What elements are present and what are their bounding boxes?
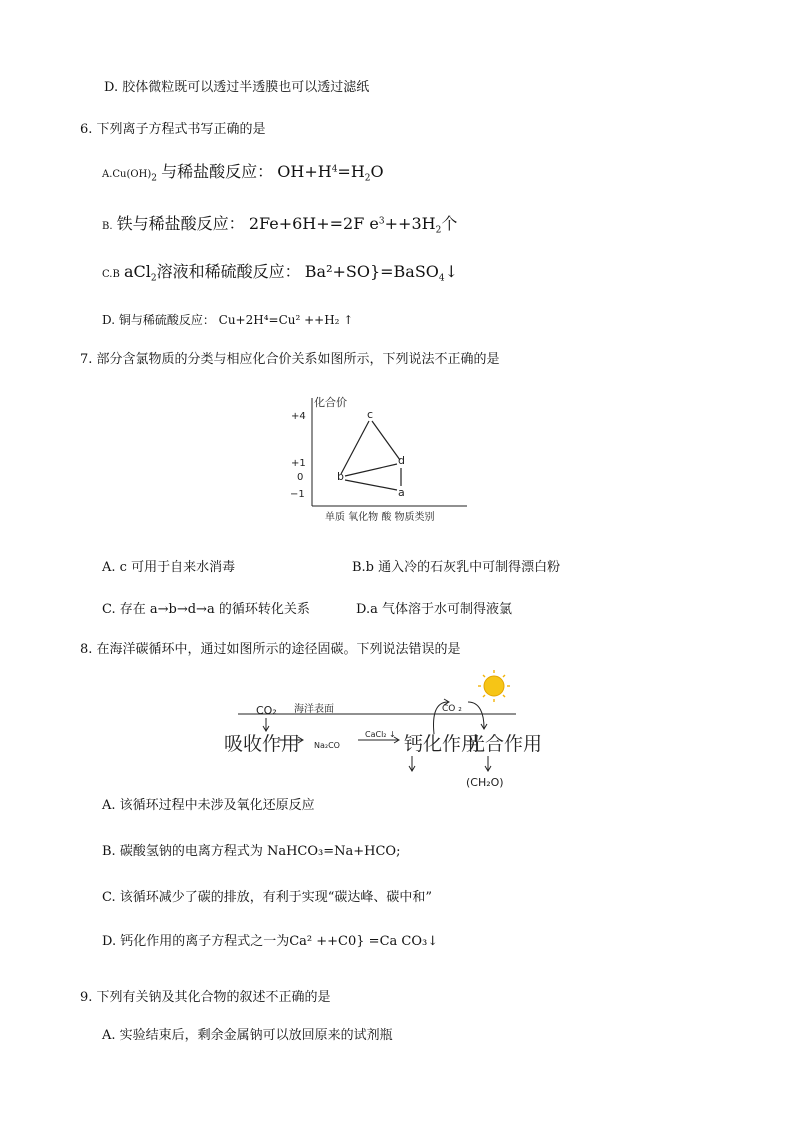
q6-option-c: [102, 262, 458, 283]
q7-option-a: A. c 可用于自来水消毒: [102, 560, 236, 575]
q7-option-c: C. 存在 a→b→d→a 的循环转化关系: [102, 602, 310, 617]
q6-a-sub2: 2: [364, 173, 371, 184]
q6-option-a: [102, 162, 384, 183]
q8-option-a: A. 该循环过程中未涉及氧化还原反应: [102, 798, 315, 813]
cacl2-label: CaCl₂ ↓: [365, 730, 396, 739]
q6-b-eq1: 2Fe+6H+=2F e: [248, 214, 379, 233]
q9-option-a: A. 实验结束后，剩余金属钠可以放回原来的试剂瓶: [102, 1028, 393, 1043]
q6-c-sub: 2: [150, 273, 157, 284]
chart-xlabel: 单质 氧化物 酸 物质类别: [325, 512, 435, 523]
edge-c-b: [341, 421, 369, 474]
q6-c-sub2: 4: [438, 273, 445, 284]
q6-b-sub: 2: [435, 225, 442, 236]
absorb-label: 吸收作用: [224, 733, 301, 755]
q6-a-text: 与稀盐酸反应：: [161, 162, 274, 181]
chart-ylabel: 化合价: [314, 396, 347, 409]
q6-a-sup: 4: [331, 164, 338, 175]
co2-left-label: CO₂: [256, 704, 277, 717]
photo-label: 光合作用: [466, 733, 543, 755]
tick-plus4: +4: [291, 411, 306, 422]
q6-b-eq3: 个: [441, 214, 458, 233]
calcify-label: 钙化作用: [404, 733, 481, 755]
q6-c-text2: 溶液和稀硫酸反应：: [156, 262, 301, 281]
q6-option-d: D. 铜与稀硫酸反应： Cu+2H⁴=Cu² ++H₂ ↑: [102, 313, 354, 327]
q6-a-sub: 2: [151, 173, 157, 184]
q7-option-d: D.a 气体溶于水可制得液氯: [356, 602, 512, 617]
q6-a-eq3: O: [370, 162, 384, 181]
q8-stem: 8. 在海洋碳循环中，通过如图所示的途径固碳。下列说法错误的是: [80, 642, 461, 657]
point-c: c: [367, 408, 374, 421]
q9-stem: 9. 下列有关钠及其化合物的叙述不正确的是: [80, 990, 331, 1005]
q8-carbon-cycle-diagram: [220, 668, 543, 789]
point-a: a: [398, 486, 405, 499]
na2co3-label: Na₂CO: [314, 741, 340, 750]
q6-stem: 6. 下列离子方程式书写正确的是: [80, 122, 266, 137]
edge-b-d: [345, 464, 397, 476]
sea-surface-label: 海洋表面: [294, 704, 334, 715]
tick-plus1: +1: [291, 458, 306, 469]
q5-option-d: D. 胶体微粒既可以透过半透膜也可以透过滤纸: [104, 80, 370, 95]
bottom-product-label: (CH₂O): [466, 776, 504, 789]
q6-b-sup: 3: [378, 216, 385, 227]
q6-c-label: C.B: [102, 269, 120, 280]
edge-c-d: [372, 421, 400, 460]
q8-option-b: B. 碳酸氢钠的电离方程式为 NaHCO₃=Na+HCO;: [102, 844, 401, 859]
q6-c-eq2: ↓: [444, 262, 459, 281]
q8-option-c: C. 该循环减少了碳的排放，有利于实现“碳达峰、碳中和”: [102, 890, 433, 905]
q6-a-eq1: OH+H: [277, 162, 332, 181]
q7-valence-chart: [285, 388, 475, 523]
q6-b-text: 铁与稀盐酸反应：: [116, 214, 245, 233]
co2-right-label: CO ₂: [442, 704, 462, 714]
edge-b-a: [345, 480, 397, 490]
point-d: d: [398, 454, 405, 467]
point-b: b: [337, 470, 344, 483]
q6-c-text1: aCl: [123, 262, 151, 281]
q6-b-label: B.: [102, 221, 113, 232]
q6-b-eq2: ++3H: [384, 214, 436, 233]
tick-minus1: −1: [290, 489, 305, 500]
q6-a-label: A.Cu(OH): [102, 169, 152, 180]
sun-icon: [478, 670, 510, 702]
tick-0: 0: [297, 472, 304, 483]
q7-option-b: B.b 通入冷的石灰乳中可制得漂白粉: [352, 560, 561, 575]
q8-option-d: D. 钙化作用的离子方程式之一为Ca² ++C0} =Ca CO₃↓: [102, 934, 439, 949]
q6-option-b: [102, 214, 457, 235]
q6-a-eq2: =H: [337, 162, 365, 181]
q7-stem: 7. 部分含氯物质的分类与相应化合价关系如图所示，下列说法不正确的是: [80, 352, 500, 367]
q6-c-eq1: Ba²+SO}=BaSO: [304, 262, 439, 281]
